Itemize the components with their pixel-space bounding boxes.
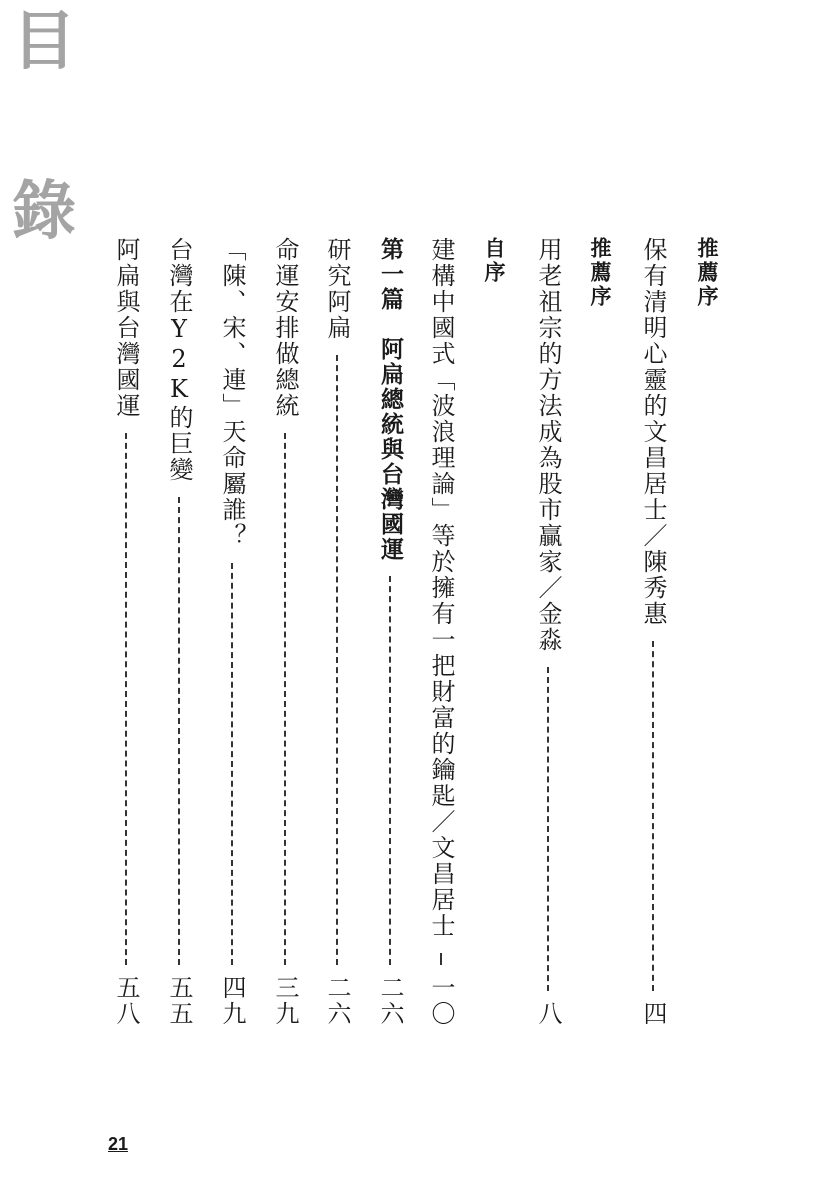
toc-heading-char-2: 錄: [12, 175, 76, 249]
dotted-leader: [231, 563, 233, 965]
page-number: 21: [108, 1134, 129, 1154]
dotted-leader: [389, 576, 391, 965]
entry-page-number: 四九: [218, 975, 246, 1027]
entry-title: 保有清明心靈的文昌居士／陳秀惠: [639, 237, 667, 627]
entry-title: 「陳、宋、連」天命屬誰？: [218, 237, 246, 549]
toc-entry-study-abian[interactable]: [320, 237, 354, 1027]
toc-entry-foreword-jin[interactable]: [531, 237, 565, 1027]
toc-entry-part-one[interactable]: [373, 237, 407, 1027]
entry-title: 阿扁與台灣國運: [112, 237, 140, 419]
entry-page-number: 八: [534, 1001, 562, 1027]
dotted-leader: [284, 433, 286, 965]
toc-section-label: [583, 237, 617, 1027]
toc-entry-chen-soong-lien[interactable]: [215, 237, 249, 1027]
toc-section-label: [477, 237, 511, 1027]
entry-page-number: 二六: [323, 975, 351, 1027]
toc-section-label: [690, 237, 724, 1027]
section-label-text: 推薦序: [695, 237, 719, 309]
toc-entry-preface[interactable]: [424, 237, 458, 1027]
dotted-leader: [652, 641, 654, 991]
entry-title: 研究阿扁: [323, 237, 351, 341]
dotted-leader: [547, 667, 549, 991]
dotted-leader: [336, 355, 338, 965]
toc-entry-foreword-chen[interactable]: [636, 237, 670, 1027]
entry-page-number: 三九: [271, 975, 299, 1027]
entry-page-number: 五八: [112, 975, 140, 1027]
toc-heading-char-1: 目: [12, 5, 76, 79]
entry-page-number: 一〇: [427, 975, 455, 1027]
entry-title: 第一篇 阿扁總統與台灣國運: [377, 237, 403, 562]
section-label-text: 推薦序: [588, 237, 612, 309]
entry-title: 建構中國式「波浪理論」等於擁有一把財富的鑰匙／文昌居士: [427, 237, 455, 939]
toc-entry-fate-president[interactable]: [268, 237, 302, 1027]
dotted-leader: [440, 953, 442, 965]
entry-title: 命運安排做總統: [271, 237, 299, 419]
entry-title: 台灣在Y2K的巨變: [165, 237, 193, 483]
toc-entry-taiwan-y2k[interactable]: [162, 237, 196, 1027]
entry-page-number: 二六: [376, 975, 404, 1027]
toc-entry-abian-taiwan-fate[interactable]: [109, 237, 143, 1027]
entry-page-number: 五五: [165, 975, 193, 1027]
dotted-leader: [178, 497, 180, 965]
section-label-text: 自序: [482, 237, 506, 285]
entry-page-number: 四: [639, 1001, 667, 1027]
entry-title: 用老祖宗的方法成為股市贏家／金淼: [534, 237, 562, 653]
dotted-leader: [125, 433, 127, 965]
